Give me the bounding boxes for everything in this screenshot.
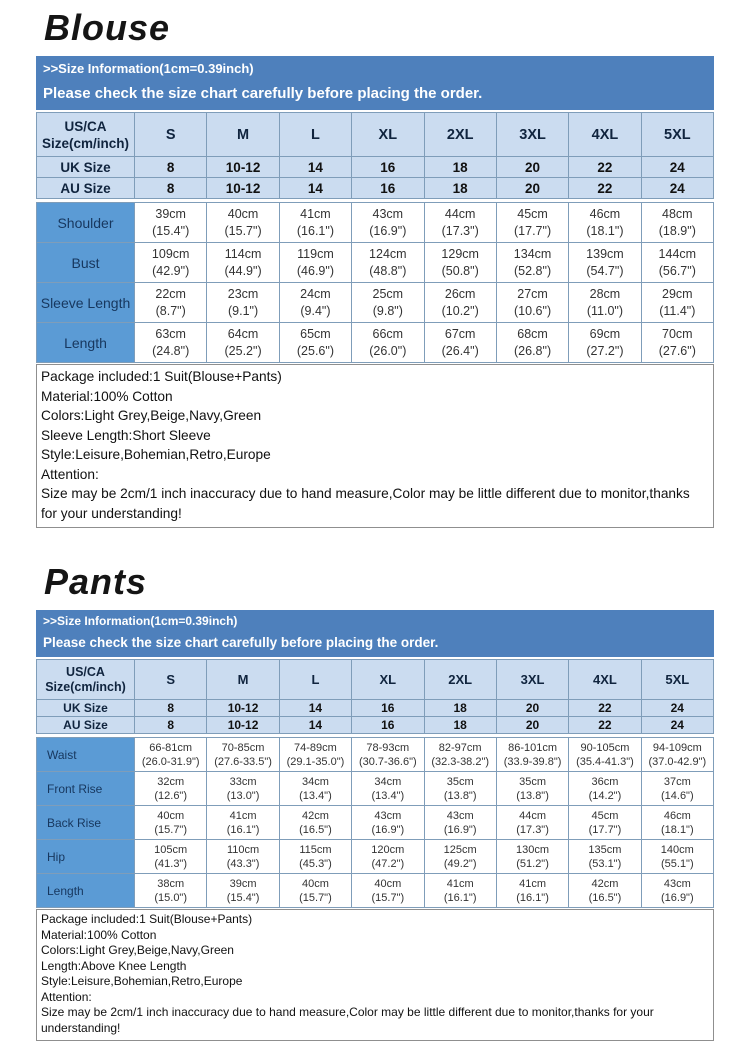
size-column-header: XL <box>352 660 424 700</box>
note-line: Attention: <box>41 466 99 482</box>
measure-value-cell: 46cm (18.1") <box>641 806 713 840</box>
size-column-header: 5XL <box>641 113 713 157</box>
size-value-cell: 20 <box>496 700 568 717</box>
measure-value-cell: 64cm (25.2") <box>207 323 279 363</box>
blouse-title: Blouse <box>44 7 171 48</box>
size-value-cell: 10-12 <box>207 700 279 717</box>
measure-label: Length <box>37 874 135 908</box>
measure-value-cell: 74-89cm (29.1-35.0") <box>279 738 351 772</box>
size-value-cell: 18 <box>424 700 496 717</box>
measure-row <box>37 738 714 772</box>
size-value-cell: 14 <box>279 700 351 717</box>
measure-value-cell: 40cm (15.7") <box>135 806 207 840</box>
measure-value-cell: 43cm (16.9") <box>424 806 496 840</box>
size-value-cell: 22 <box>569 717 641 734</box>
measure-value-cell: 43cm (16.9") <box>641 874 713 908</box>
size-column-header: S <box>135 660 207 700</box>
measure-label: Front Rise <box>37 772 135 806</box>
measure-value-cell: 129cm (50.8") <box>424 243 496 283</box>
pants-title: Pants <box>44 561 148 602</box>
size-value-cell: 14 <box>279 157 351 178</box>
measure-value-cell: 40cm (15.7") <box>207 203 279 243</box>
measure-value-cell: 39cm (15.4") <box>135 203 207 243</box>
size-value-cell: 20 <box>496 157 568 178</box>
measure-value-cell: 70cm (27.6") <box>641 323 713 363</box>
measure-value-cell: 41cm (16.1") <box>496 874 568 908</box>
note-line: Material:100% Cotton <box>41 388 173 404</box>
measure-value-cell: 42cm (16.5") <box>279 806 351 840</box>
measure-value-cell: 41cm (16.1") <box>424 874 496 908</box>
measure-value-cell: 38cm (15.0") <box>135 874 207 908</box>
measure-value-cell: 48cm (18.9") <box>641 203 713 243</box>
size-value-cell: 24 <box>641 178 713 199</box>
note-line: Style:Leisure,Bohemian,Retro,Europe <box>41 447 271 462</box>
measure-value-cell: 29cm (11.4") <box>641 283 713 323</box>
measure-row <box>37 323 714 363</box>
measure-value-cell: 135cm (53.1") <box>569 840 641 874</box>
measure-label: Shoulder <box>37 203 135 243</box>
size-value-cell: 10-12 <box>207 178 279 199</box>
measure-label: Bust <box>37 243 135 283</box>
row-label: UK Size <box>37 700 135 717</box>
measure-value-cell: 24cm (9.4") <box>279 283 351 323</box>
measure-label: Waist <box>37 738 135 772</box>
size-value-cell: 24 <box>641 700 713 717</box>
measure-value-cell: 35cm (13.8") <box>496 772 568 806</box>
content-column <box>36 0 714 1041</box>
size-column-header: M <box>207 660 279 700</box>
size-value-cell: 22 <box>569 178 641 199</box>
size-value-cell: 20 <box>496 178 568 199</box>
note-line: Package included:1 Suit(Blouse+Pants) <box>41 912 253 926</box>
size-value-cell: 22 <box>569 700 641 717</box>
measure-value-cell: 82-97cm (32.3-38.2") <box>424 738 496 772</box>
size-value-cell: 10-12 <box>207 157 279 178</box>
size-column-header: 2XL <box>424 660 496 700</box>
banner-title: >>Size Information(1cm=0.39inch) <box>43 614 238 628</box>
measure-value-cell: 120cm (47.2") <box>352 840 424 874</box>
note-line: Size may be 2cm/1 inch inaccuracy due to hand measure,Color may be little different due to monitor,thanks for your understanding! <box>41 1005 654 1035</box>
measure-value-cell: 94-109cm (37.0-42.9") <box>641 738 713 772</box>
intl-size-row <box>37 700 714 717</box>
size-header-row <box>37 113 714 157</box>
note-line: Attention: <box>41 989 92 1004</box>
size-value-cell: 18 <box>424 157 496 178</box>
size-value-cell: 14 <box>279 717 351 734</box>
blouse-section <box>36 0 714 528</box>
measure-value-cell: 39cm (15.4") <box>207 874 279 908</box>
measure-value-cell: 109cm (42.9") <box>135 243 207 283</box>
measure-value-cell: 41cm (16.1") <box>207 806 279 840</box>
measure-value-cell: 22cm (8.7") <box>135 283 207 323</box>
measure-value-cell: 68cm (26.8") <box>496 323 568 363</box>
note-line: Sleeve Length:Short Sleeve <box>41 427 211 443</box>
measure-value-cell: 26cm (10.2") <box>424 283 496 323</box>
measure-value-cell: 33cm (13.0") <box>207 772 279 806</box>
measure-label: Length <box>37 323 135 363</box>
note-line: Package included:1 Suit(Blouse+Pants) <box>41 369 282 384</box>
size-value-cell: 16 <box>352 157 424 178</box>
measure-value-cell: 139cm (54.7") <box>569 243 641 283</box>
measure-value-cell: 130cm (51.2") <box>496 840 568 874</box>
size-value-cell: 16 <box>352 178 424 199</box>
measure-value-cell: 69cm (27.2") <box>569 323 641 363</box>
size-value-cell: 8 <box>135 157 207 178</box>
size-header-row <box>37 660 714 700</box>
pants-notes <box>36 909 714 1041</box>
measure-value-cell: 41cm (16.1") <box>279 203 351 243</box>
measure-value-cell: 124cm (48.8") <box>352 243 424 283</box>
size-value-cell: 8 <box>135 717 207 734</box>
measure-value-cell: 110cm (43.3") <box>207 840 279 874</box>
measure-value-cell: 144cm (56.7") <box>641 243 713 283</box>
row-label: AU Size <box>37 178 135 199</box>
measure-value-cell: 43cm (16.9") <box>352 203 424 243</box>
measure-value-cell: 125cm (49.2") <box>424 840 496 874</box>
measure-value-cell: 105cm (41.3") <box>135 840 207 874</box>
note-line: Material:100% Cotton <box>41 927 157 942</box>
size-value-cell: 14 <box>279 178 351 199</box>
measure-row <box>37 840 714 874</box>
size-column-header: 4XL <box>569 113 641 157</box>
pants-section <box>36 554 714 1041</box>
measure-value-cell: 37cm (14.6") <box>641 772 713 806</box>
measure-value-cell: 40cm (15.7") <box>279 874 351 908</box>
size-column-header: L <box>279 113 351 157</box>
measure-value-cell: 46cm (18.1") <box>569 203 641 243</box>
measure-value-cell: 134cm (52.8") <box>496 243 568 283</box>
pants-size-info-banner <box>36 610 714 657</box>
row-label: AU Size <box>37 717 135 734</box>
blouse-notes <box>36 364 714 528</box>
note-line: Size may be 2cm/1 inch inaccuracy due to hand measure,Color may be little different due to monitor,thanks for your understanding! <box>41 486 690 521</box>
measure-value-cell: 66cm (26.0") <box>352 323 424 363</box>
blouse-size-table <box>36 112 714 363</box>
measure-row <box>37 772 714 806</box>
size-value-cell: 8 <box>135 178 207 199</box>
size-column-header: M <box>207 113 279 157</box>
size-value-cell: 10-12 <box>207 717 279 734</box>
note-line: Style:Leisure,Bohemian,Retro,Europe <box>41 974 243 988</box>
blouse-size-info-banner <box>36 56 714 110</box>
measure-label: Hip <box>37 840 135 874</box>
pants-size-table <box>36 659 714 908</box>
measure-value-cell: 63cm (24.8") <box>135 323 207 363</box>
size-value-cell: 20 <box>496 717 568 734</box>
measure-value-cell: 42cm (16.5") <box>569 874 641 908</box>
measure-value-cell: 44cm (17.3") <box>424 203 496 243</box>
note-line: Colors:Light Grey,Beige,Navy,Green <box>41 408 262 423</box>
measure-row <box>37 203 714 243</box>
measure-value-cell: 23cm (9.1") <box>207 283 279 323</box>
measure-value-cell: 44cm (17.3") <box>496 806 568 840</box>
measure-value-cell: 114cm (44.9") <box>207 243 279 283</box>
measure-value-cell: 66-81cm (26.0-31.9") <box>135 738 207 772</box>
intl-size-row <box>37 157 714 178</box>
size-column-header: 3XL <box>496 660 568 700</box>
measure-value-cell: 25cm (9.8") <box>352 283 424 323</box>
corner-header-cell: US/CA Size(cm/inch) <box>37 660 135 700</box>
size-value-cell: 18 <box>424 717 496 734</box>
measure-row <box>37 243 714 283</box>
measure-value-cell: 140cm (55.1") <box>641 840 713 874</box>
measure-value-cell: 28cm (11.0") <box>569 283 641 323</box>
measure-label: Back Rise <box>37 806 135 840</box>
measure-value-cell: 115cm (45.3") <box>279 840 351 874</box>
note-line: Length:Above Knee Length <box>41 958 187 973</box>
measure-value-cell: 70-85cm (27.6-33.5") <box>207 738 279 772</box>
size-value-cell: 16 <box>352 717 424 734</box>
measure-value-cell: 34cm (13.4") <box>352 772 424 806</box>
measure-value-cell: 119cm (46.9") <box>279 243 351 283</box>
note-line: Colors:Light Grey,Beige,Navy,Green <box>41 943 234 957</box>
measure-value-cell: 45cm (17.7") <box>569 806 641 840</box>
size-value-cell: 24 <box>641 157 713 178</box>
measure-value-cell: 40cm (15.7") <box>352 874 424 908</box>
size-value-cell: 24 <box>641 717 713 734</box>
banner-subtitle: Please check the size chart carefully before placing the order. <box>43 85 483 102</box>
size-column-header: L <box>279 660 351 700</box>
intl-size-row <box>37 178 714 199</box>
size-column-header: S <box>135 113 207 157</box>
banner-subtitle: Please check the size chart carefully before placing the order. <box>43 635 439 650</box>
size-column-header: XL <box>352 113 424 157</box>
measure-value-cell: 35cm (13.8") <box>424 772 496 806</box>
measure-row <box>37 283 714 323</box>
measure-row <box>37 806 714 840</box>
measure-value-cell: 36cm (14.2") <box>569 772 641 806</box>
measure-value-cell: 34cm (13.4") <box>279 772 351 806</box>
measure-value-cell: 32cm (12.6") <box>135 772 207 806</box>
row-label: UK Size <box>37 157 135 178</box>
measure-value-cell: 65cm (25.6") <box>279 323 351 363</box>
size-column-header: 4XL <box>569 660 641 700</box>
size-value-cell: 16 <box>352 700 424 717</box>
corner-header-cell: US/CA Size(cm/inch) <box>37 113 135 157</box>
measure-value-cell: 67cm (26.4") <box>424 323 496 363</box>
measure-value-cell: 43cm (16.9") <box>352 806 424 840</box>
measure-value-cell: 78-93cm (30.7-36.6") <box>352 738 424 772</box>
banner-title: >>Size Information(1cm=0.39inch) <box>43 61 254 76</box>
size-value-cell: 22 <box>569 157 641 178</box>
measure-value-cell: 90-105cm (35.4-41.3") <box>569 738 641 772</box>
size-column-header: 5XL <box>641 660 713 700</box>
size-value-cell: 8 <box>135 700 207 717</box>
measure-label: Sleeve Length <box>37 283 135 323</box>
size-column-header: 3XL <box>496 113 568 157</box>
measure-value-cell: 86-101cm (33.9-39.8") <box>496 738 568 772</box>
intl-size-row <box>37 717 714 734</box>
size-value-cell: 18 <box>424 178 496 199</box>
measure-value-cell: 27cm (10.6") <box>496 283 568 323</box>
measure-row <box>37 874 714 908</box>
measure-value-cell: 45cm (17.7") <box>496 203 568 243</box>
size-column-header: 2XL <box>424 113 496 157</box>
